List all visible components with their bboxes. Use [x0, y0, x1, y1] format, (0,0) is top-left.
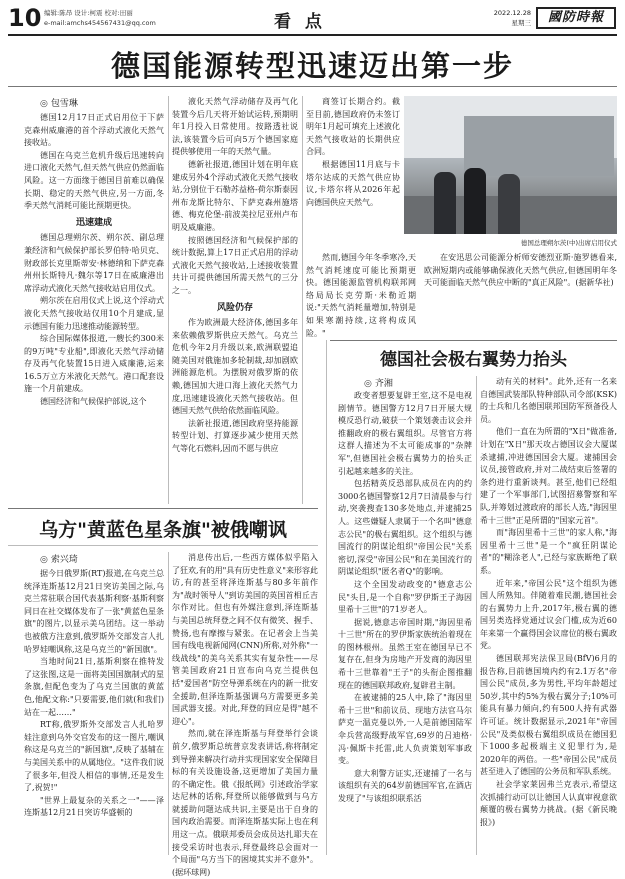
photo-ship — [464, 116, 614, 176]
paragraph: 而"海因里希十三世"的家人称,"海因里希十三世"是一个"疯狂阴谋论者"的"糊涂老人",已经与家族断绝了联系。 — [480, 528, 617, 575]
article1-byline — [40, 96, 78, 109]
article1-column-1 — [24, 112, 164, 504]
credits-line: 编辑:陈昂 设计:柯震 校对:田丽 — [44, 9, 133, 17]
paragraph: 按照德国经济和气候保护部的统计数据,算上17日正式启用的浮动式液化天然气接收站,上述接收装置共计可提供德国所需天然气的三分之一。 — [172, 235, 298, 295]
author-icon: ◎ — [364, 379, 372, 389]
paragraph: 然而,就在泽连斯基与拜登举行会谈前夕,俄罗斯总统普京发表讲话,称将制定到导弹来解决行动并实现国家安全保障目标的有关设施设备,这更增加了美国力量的不确定性。俄《报纸网》引述政治学家达尼林的话称,拜登所以能够做到与乌方就援助问题达成共识,主要是出于自身的国内政治需要。而泽连斯基实际上也在利用这一点。俄联邦委员会成员达扎耶夫在接受采访时也表示,拜登最终总会面对一个局面"乌方当下的困境其实并不意外"。(据环球网) — [172, 729, 318, 877]
article3-column-1 — [338, 390, 472, 855]
paragraph: 在安迅思公司能源分析师安德烈亚斯·施罗德看来,欧洲短期内或能够确保液化天然气供应,但德国明年冬天可能面临天然气供应中断的"真正风险"。(据新华社) — [424, 253, 617, 288]
paragraph: 社会学家莱因弗兰克表示,希望这次抓捕行动可以让德国人认真审视意欲颠覆的极右翼势力挑战。(据《新民晚报》) — [480, 780, 617, 827]
paragraph: 据今日俄罗斯(RT)报道,在乌克兰总统泽连斯基12月21日突访美国之际,乌克兰常驻联合国代表基斯利察·基斯利察同日在社交媒体发布了一张"黄蓝色星条旗"的图片,以显示美乌团结。这一举动也被俄方注意到,俄罗斯外交部发言人扎哈罗娃嘲讽称,这是乌克兰的"新国旗"。 — [24, 569, 165, 654]
page-header — [8, 6, 617, 34]
subheading: 风险仍存 — [216, 302, 253, 313]
author-icon: ◎ — [40, 555, 48, 565]
weekday-line: 星期三 — [511, 19, 531, 27]
paragraph: 他们一直在为所谓的"X日"做准备,计划在"X日"那天攻占德国议会大厦谋杀逮捕,冲进德国国会大厦。逮捕国会议员,接管政府,并对二战结束后签署的条约进行重新谈判。甚至,他们已经组建了一个军事部门,试图招募警察和军队,并筹划过渡政府的部长人选,"海因里希十三世"正是所谓的"国家元首"。 — [480, 427, 617, 525]
article2-title-rule — [8, 545, 318, 546]
paragraph: RT称,俄罗斯外交部发言人扎哈罗娃注意到乌外交官发布的这一图片,嘲讽称这是乌克兰的"新国旗",反映了基辅在与美国关系中的从属地位。"这件我们说了很多年,但没人相信的事情,还是发生了,祝贺!" — [24, 720, 164, 793]
photo-person — [464, 168, 486, 234]
paragraph: 作为欧洲最大经济体,德国多年来依赖俄罗斯供应天然气。乌克兰危机今年2月升级以来,欧洲联盟追随美国对俄施加多轮制裁,却加剧欧洲能源危机。为摆脱对俄罗斯的依赖,德国加大进口海上液化天然气力度,迅速建设液化天然气接收站。但德国天然气供给依然面临风险。 — [172, 318, 298, 416]
newspaper-logo: 國防時報 — [536, 7, 616, 29]
paragraph: 消息传出后,一些西方媒体似乎陷入了狂欢,有的用"具有历史性意义"来形容此访,有的甚至将泽连斯基与80多年前作为"战时领导人"到访美国的英国首相丘吉尔作对比。但也有外媒注意到,泽连斯基与美国总统拜登之间不仅有微笑、握手、赞扬,也有摩擦与紧张。在记者会上当美国有线电视新闻网(CNN)所称,对外称"一线战线"的美乌关系其实有复杂性——尽管美国政府21日宣布向乌克兰提供包括"爱国者"防空导弹系统在内的新一批安全援助,但泽连斯基强调乌方需要更多美国武器支援。对此,拜登的回应是得"越不迎心"。 — [172, 553, 318, 726]
paragraph: "世界上最复杂的关系之一"——泽连斯基12月21日突访华盛顿的 — [24, 795, 164, 818]
article2-byline — [40, 552, 78, 565]
paragraph: 德国联邦宪法保卫局(BfV)6月的报告称,目前德国境内约有2.1万名"帝国公民"成员,多为男性,平均年龄超过50岁,其中约5%为极右翼分子;10%可能具有暴力倾向,约有500人持有武器许可证。统计数据显示,2021年"帝国公民"及类似极右翼组织成员在德国犯下1000多起极端主义犯罪行为,是2020年的两倍。一些"帝国公民"成员甚至进入了德国的公务员和军队系统。 — [480, 654, 617, 777]
email-line: e-mail:amchs454567431@qq.com — [44, 19, 156, 27]
article2-rule — [8, 508, 318, 509]
article3-byline — [364, 376, 393, 389]
paragraph: 意大利警方证实,还逮捕了一名与该组织有关的64岁前德国军官,在酒店发现了"与该组织联系活 — [338, 768, 472, 803]
section-title: 看 点 — [274, 12, 326, 32]
author-name: 包雪琳 — [50, 99, 78, 109]
article3-rule — [330, 340, 617, 341]
column-divider — [302, 96, 303, 504]
paragraph: 德国经济和气候保护部说,这个 — [40, 397, 147, 407]
paragraph: 朔尔茨在启用仪式上说,这个浮动式液化天然气接收站仅用10个月建成,显示德国有能力迅速推动能源转型。 — [24, 296, 164, 331]
paragraph: 在被逮捕的25人中,除了"海因里希十三世"和前议员、现地方法官马尔萨克一温克曼以外,一人是前德国陆军伞兵营高级野战军官,69岁的吕迪格·冯·佩斯卡托雷,此人负责策划军事政变。 — [338, 693, 472, 766]
title-rule — [8, 86, 617, 87]
paragraph: 政变者想要复辟王室,这不是电视剧情节。德国警方12月7日开展大规模反恐行动,破获一个策划袭击议会并推翻政府的极右翼组织。尽管官方将这群人描述为不太可能成事的"杂牌军",但德国社会极右翼势力的抬头正引起越来越多的关注。 — [338, 391, 472, 476]
article3-column-2 — [480, 376, 617, 855]
paragraph: 近年来,"帝国公民"这个组织为德国人所熟知。伴随着难民潮,德国社会的右翼势力上升,2017年,极右翼的德国另类选择党通过议会门槛,成为近60年来第一个赢得国会议席位的极右翼政党。 — [480, 578, 617, 651]
photo-person — [498, 174, 520, 234]
column-divider — [168, 552, 169, 855]
paragraph: 这个全国发动政变的"德意志公民"头目,是一个自称"罗伊斯王子海因里希十三世"的71岁老人。 — [338, 579, 472, 615]
paragraph: 据说,德意志帝国时期,"海因里希十三世"所在的罗伊斯家族统治着现在的图林根州。虽然王室在德国早已不复存在,但身为房地产开发商的海因里希十三世靠着"王子"的头衔企图推翻现在的德国联邦政府,复辟君主制。 — [338, 617, 472, 690]
photo-person — [434, 172, 456, 234]
page-number: 10 — [8, 4, 42, 32]
author-icon: ◎ — [40, 99, 48, 109]
article1-column-4 — [424, 252, 617, 336]
paragraph: 综合国际媒体报道,一艘长约300米的9万吨"专业船",即液化天然气浮动储存及再气化装置15日进入威廉港,运来16.5万立方米液化天然气。港口配套设施一个月前建成。 — [24, 334, 164, 394]
column-divider — [476, 376, 477, 855]
paragraph: 当地时间21日,基斯利察在推特发了这张图,这是一面将美国国旗制式的星条旗,但配色变为了乌克兰国旗的黄蓝色,他配文称:"只要需要,他们就(和我们)站在一起……" — [24, 657, 164, 717]
author-name: 齐湘 — [374, 379, 393, 389]
paragraph: 德国总理朔尔茨、朔尔茨、副总理兼经济和气候保护部长罗伯特·哈贝克、财政部长克里斯蒂安·林德纳和下萨克森州州长斯特凡·魏尔等17日在威廉港出席浮动式液化天然气接收站启用仪式。 — [24, 233, 164, 293]
column-divider — [168, 96, 169, 504]
article2-column-2 — [172, 552, 318, 877]
column-divider — [326, 340, 327, 855]
photo-caption: 德国总理朔尔茨(中)出席启用仪式 — [520, 239, 617, 247]
date-line: 2022.12.28 — [493, 9, 531, 17]
article3-title: 德国社会极右翼势力抬头 — [380, 350, 567, 370]
paragraph: 动有关的材料"。此外,还有一名来自德国武装部队特种部队司令部(KSK)的士兵和几名德国联邦国防军预备役人员。 — [480, 377, 617, 424]
paragraph: 法新社报道,德国政府坚持能源转型计划、打算逐步减少使用天然气等化石燃料,因而不愿与供应 — [172, 418, 298, 454]
paragraph: 然而,德国今年冬季寒冷,天然气消耗速度可能比预期更快。德国能源监管机构联邦网络局局长克劳斯·米勒近期说:"天然气消耗量增加,特别是如果寒潮持续,这将构成风险。" — [306, 253, 416, 338]
paragraph: 德新社报道,德国计划在明年底建成另外4个浮动式液化天然气接收站,分别位于石勒苏益格-荷尔斯泰因州布龙斯比特尔、下萨克森州施塔德、梅克伦堡-前波美拉尼亚州卢布明及威廉港。 — [172, 159, 298, 232]
article1-column-2 — [172, 96, 298, 504]
subheading: 迅速建成 — [75, 217, 112, 228]
paragraph: 液化天然气浮动储存及再气化装置今后几天将开始试运转,预期明年1月投入日常使用。按路透社说法,该装置今后可向5万个德国家庭提供够使用一年的天然气量。 — [172, 97, 298, 157]
paragraph: 商签订长期合约。截至目前,德国政府仍未签订明年1月起可填充上述液化天然气接收站的长期供应合同。 — [306, 97, 400, 157]
paragraph: 根据德国11月底与卡塔尔达成的天然气供应协议,卡塔尔将从2026年起向德国供应天然气。 — [306, 159, 400, 207]
article2-column-1 — [24, 568, 164, 855]
paragraph: 德国12月17日正式启用位于下萨克森州威廉港的首个浮动式液化天然气接收站。 — [24, 113, 164, 148]
news-photo — [404, 96, 617, 234]
article1-column-3-lower — [306, 252, 416, 336]
paragraph: 包括精英反恐部队成员在内的约3000名德国警察12月7日清晨参与行动,突袭搜查130多处地点,并逮捕25人。这些嫌疑人隶属于一个名叫"德意志公民"的极右翼组织。这个组织与德国流行的阴谋论组织"帝国公民"关系密切,深受"帝国公民"和在美国流行的阴谋论组织"匿名者Q"的影响。 — [338, 479, 472, 577]
header-rule — [8, 34, 617, 36]
author-name: 索兴琦 — [50, 555, 78, 565]
paragraph: 德国在乌克兰危机升级后迅速转向进口液化天然气,但天然气供应仍然面临风险。这一方面缘于德国目前难以确保长期、稳定的天然气供应,另一方面,冬季天然气消耗可能比预期更快。 — [24, 150, 164, 211]
issue-date — [491, 8, 531, 28]
article1-title: 德国能源转型迅速迈出第一步 — [110, 49, 514, 83]
article2-title: 乌方"黄蓝色星条旗"被俄嘲讽 — [39, 519, 287, 541]
editor-credits — [44, 8, 156, 28]
